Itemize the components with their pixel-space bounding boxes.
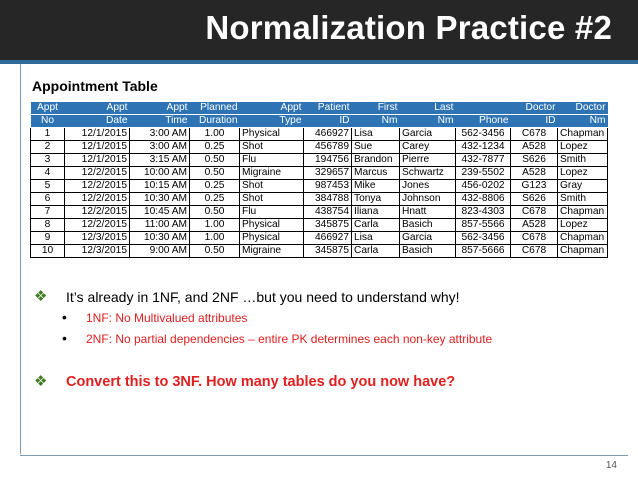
table-cell: Physical bbox=[240, 232, 304, 245]
table-row bbox=[31, 245, 608, 258]
table-cell: 194756 bbox=[304, 154, 352, 167]
table-cell: Hnatt bbox=[400, 206, 456, 219]
table-cell: 10:00 AM bbox=[130, 167, 190, 180]
table-cell: Sue bbox=[352, 141, 400, 154]
table-cell: S626 bbox=[511, 193, 558, 206]
table-cell: 10:15 AM bbox=[130, 180, 190, 193]
table-cell: 1 bbox=[31, 128, 65, 141]
table-cell: Chapman bbox=[558, 232, 608, 245]
col-header-1: Doctor bbox=[558, 102, 608, 115]
footer-rule bbox=[20, 455, 628, 456]
table-cell: 345875 bbox=[304, 219, 352, 232]
col-header-1: Patient bbox=[304, 102, 352, 115]
table-cell: 3:15 AM bbox=[130, 154, 190, 167]
table-cell: 0.50 bbox=[190, 206, 240, 219]
table-cell: 466927 bbox=[304, 128, 352, 141]
table-cell: Gray bbox=[558, 180, 608, 193]
col-header-1: Appt bbox=[31, 102, 65, 115]
table-cell: 823-4303 bbox=[456, 206, 511, 219]
col-header-1 bbox=[456, 102, 511, 115]
table-cell: 384788 bbox=[304, 193, 352, 206]
table-cell: 345875 bbox=[304, 245, 352, 258]
table-cell: 2 bbox=[31, 141, 65, 154]
table-cell: 857-5566 bbox=[456, 219, 511, 232]
table-cell: 456789 bbox=[304, 141, 352, 154]
table-cell: Shot bbox=[240, 193, 304, 206]
left-rule bbox=[20, 64, 21, 454]
table-cell: Migraine bbox=[240, 245, 304, 258]
table-row bbox=[31, 206, 608, 219]
col-header-2: No bbox=[31, 115, 65, 128]
table-cell: Garcia bbox=[400, 232, 456, 245]
table-cell: 438754 bbox=[304, 206, 352, 219]
table-cell: Pierre bbox=[400, 154, 456, 167]
table-cell: Migraine bbox=[240, 167, 304, 180]
table-cell: Jones bbox=[400, 180, 456, 193]
bullet-text: It’s already in 1NF, and 2NF …but you need to understand why! bbox=[66, 289, 460, 305]
col-header-1: Last bbox=[400, 102, 456, 115]
table-cell: C678 bbox=[511, 232, 558, 245]
table-cell: C678 bbox=[511, 206, 558, 219]
table-cell: Physical bbox=[240, 128, 304, 141]
table-cell: Schwartz bbox=[400, 167, 456, 180]
table-cell: Basich bbox=[400, 245, 456, 258]
table-cell: 0.25 bbox=[190, 180, 240, 193]
table-cell: Lopez bbox=[558, 141, 608, 154]
appointment-table bbox=[30, 101, 608, 258]
col-header-2: ID bbox=[511, 115, 558, 128]
col-header-2: Duration bbox=[190, 115, 240, 128]
table-cell: 12/1/2015 bbox=[65, 154, 130, 167]
table-cell: Carla bbox=[352, 245, 400, 258]
table-cell: 3:00 AM bbox=[130, 141, 190, 154]
table-cell: 12/1/2015 bbox=[65, 128, 130, 141]
page-number: 14 bbox=[605, 460, 617, 471]
table-cell: 12/2/2015 bbox=[65, 193, 130, 206]
col-header-2: ID bbox=[304, 115, 352, 128]
table-row bbox=[31, 180, 608, 193]
dot-bullet-icon: • bbox=[62, 330, 67, 346]
table-cell: 1.00 bbox=[190, 128, 240, 141]
table-cell: 0.50 bbox=[190, 245, 240, 258]
col-header-2: Nm bbox=[558, 115, 608, 128]
table-cell: 432-8806 bbox=[456, 193, 511, 206]
table-cell: Basich bbox=[400, 219, 456, 232]
table-cell: 10:30 AM bbox=[130, 232, 190, 245]
table-cell: Carey bbox=[400, 141, 456, 154]
table-row bbox=[31, 219, 608, 232]
table-row bbox=[31, 232, 608, 245]
table-title: Appointment Table bbox=[32, 78, 158, 94]
table-cell: 562-3456 bbox=[456, 128, 511, 141]
table-row bbox=[31, 193, 608, 206]
table-cell: 3:00 AM bbox=[130, 128, 190, 141]
dot-bullet-icon: • bbox=[62, 309, 67, 325]
table-row bbox=[31, 128, 608, 141]
table-cell: 466927 bbox=[304, 232, 352, 245]
table-cell: Shot bbox=[240, 141, 304, 154]
table-cell: Lopez bbox=[558, 167, 608, 180]
table-cell: 4 bbox=[31, 167, 65, 180]
table-cell: A528 bbox=[511, 167, 558, 180]
table-cell: C678 bbox=[511, 128, 558, 141]
table-cell: G123 bbox=[511, 180, 558, 193]
table-cell: Tonya bbox=[352, 193, 400, 206]
table-cell: A528 bbox=[511, 141, 558, 154]
col-header-1: Planned bbox=[190, 102, 240, 115]
table-cell: 7 bbox=[31, 206, 65, 219]
table-cell: 3 bbox=[31, 154, 65, 167]
col-header-2: Nm bbox=[352, 115, 400, 128]
table-cell: 456-0202 bbox=[456, 180, 511, 193]
table-cell: 987453 bbox=[304, 180, 352, 193]
table-cell: Flu bbox=[240, 206, 304, 219]
col-header-2: Phone bbox=[456, 115, 511, 128]
table-cell: Garcia bbox=[400, 128, 456, 141]
table-cell: 0.25 bbox=[190, 193, 240, 206]
table-cell: 0.25 bbox=[190, 141, 240, 154]
table-cell: 12/3/2015 bbox=[65, 232, 130, 245]
header-row-1 bbox=[31, 102, 608, 115]
diamond-bullet-icon: ❖ bbox=[34, 288, 48, 305]
table-cell: Shot bbox=[240, 180, 304, 193]
title-accent-line bbox=[0, 60, 638, 64]
table-body bbox=[31, 128, 608, 258]
table-cell: Carla bbox=[352, 219, 400, 232]
col-header-1: Appt bbox=[65, 102, 130, 115]
table-cell: C678 bbox=[511, 245, 558, 258]
table-cell: 12/2/2015 bbox=[65, 167, 130, 180]
table-cell: 9 bbox=[31, 232, 65, 245]
table-cell: Physical bbox=[240, 219, 304, 232]
col-header-2: Nm bbox=[400, 115, 456, 128]
table-cell: 12/1/2015 bbox=[65, 141, 130, 154]
table-cell: 239-5502 bbox=[456, 167, 511, 180]
table-cell: 329657 bbox=[304, 167, 352, 180]
table-cell: Johnson bbox=[400, 193, 456, 206]
table-cell: Chapman bbox=[558, 206, 608, 219]
table-cell: Lopez bbox=[558, 219, 608, 232]
col-header-2: Date bbox=[65, 115, 130, 128]
table-cell: 10:45 AM bbox=[130, 206, 190, 219]
table-cell: 562-3456 bbox=[456, 232, 511, 245]
table-cell: 432-7877 bbox=[456, 154, 511, 167]
table-row bbox=[31, 167, 608, 180]
slide-title: Normalization Practice #2 bbox=[205, 9, 612, 46]
header-row-2 bbox=[31, 115, 608, 128]
table-cell: Brandon bbox=[352, 154, 400, 167]
table-cell: Chapman bbox=[558, 128, 608, 141]
table-cell: Smith bbox=[558, 154, 608, 167]
col-header-1: First bbox=[352, 102, 400, 115]
table-cell: Mike bbox=[352, 180, 400, 193]
table-row bbox=[31, 154, 608, 167]
col-header-2: Time bbox=[130, 115, 190, 128]
table-cell: 12/3/2015 bbox=[65, 245, 130, 258]
table-cell: 5 bbox=[31, 180, 65, 193]
table-cell: 857-5666 bbox=[456, 245, 511, 258]
table-cell: Chapman bbox=[558, 245, 608, 258]
table-cell: Marcus bbox=[352, 167, 400, 180]
table-cell: 9:00 AM bbox=[130, 245, 190, 258]
table-cell: 12/2/2015 bbox=[65, 219, 130, 232]
col-header-2: Type bbox=[240, 115, 304, 128]
col-header-1: Appt bbox=[240, 102, 304, 115]
table-cell: Smith bbox=[558, 193, 608, 206]
table-cell: 0.50 bbox=[190, 167, 240, 180]
table-cell: 12/2/2015 bbox=[65, 206, 130, 219]
table-cell: 0.50 bbox=[190, 154, 240, 167]
table-cell: Flu bbox=[240, 154, 304, 167]
sub-bullet-text: 2NF: No partial dependencies – entire PK determines each non-key attribute bbox=[86, 332, 493, 346]
table-cell: 1.00 bbox=[190, 232, 240, 245]
table-cell: 12/2/2015 bbox=[65, 180, 130, 193]
table-cell: S626 bbox=[511, 154, 558, 167]
table-cell: 11:00 AM bbox=[130, 219, 190, 232]
col-header-1: Appt bbox=[130, 102, 190, 115]
table-cell: 432-1234 bbox=[456, 141, 511, 154]
table-cell: A528 bbox=[511, 219, 558, 232]
col-header-1: Doctor bbox=[511, 102, 558, 115]
table-cell: Iliana bbox=[352, 206, 400, 219]
table-cell: 10:30 AM bbox=[130, 193, 190, 206]
diamond-bullet-icon: ❖ bbox=[34, 373, 48, 390]
sub-bullet-text: 1NF: No Multivalued attributes bbox=[86, 311, 248, 325]
table-cell: 8 bbox=[31, 219, 65, 232]
table-cell: 1.00 bbox=[190, 219, 240, 232]
question-text: Convert this to 3NF. How many tables do you now have? bbox=[66, 374, 456, 390]
table-row bbox=[31, 141, 608, 154]
table-cell: Lisa bbox=[352, 128, 400, 141]
table-cell: Lisa bbox=[352, 232, 400, 245]
table-cell: 6 bbox=[31, 193, 65, 206]
table-cell: 10 bbox=[31, 245, 65, 258]
